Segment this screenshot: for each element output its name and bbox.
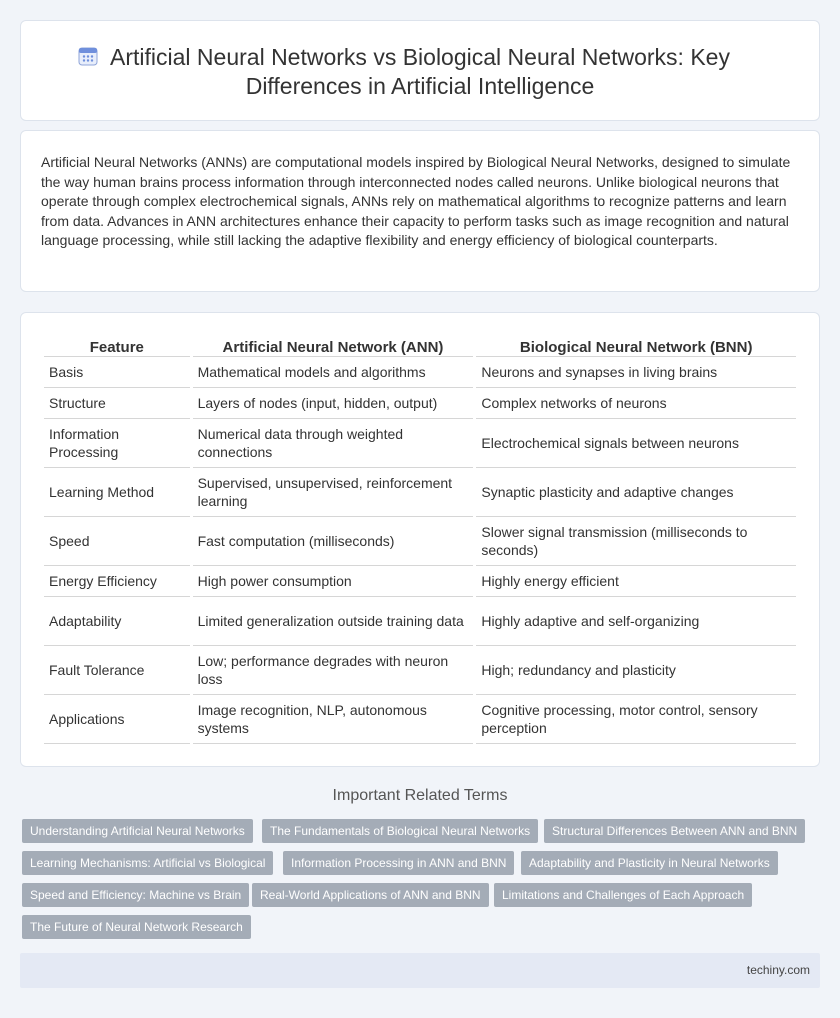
related-tag[interactable]: Adaptability and Plasticity in Neural Networks (521, 851, 778, 875)
bnn-cell: Electrochemical signals between neurons (476, 419, 796, 468)
table-row (44, 419, 796, 468)
page-title (21, 43, 819, 101)
feature-cell: Basis (44, 357, 190, 388)
table-row (44, 388, 796, 419)
ann-cell: Mathematical models and algorithms (193, 357, 474, 388)
table-row (44, 566, 796, 597)
ann-cell: Layers of nodes (input, hidden, output) (193, 388, 474, 419)
table-row (44, 357, 796, 388)
ann-cell: High power consumption (193, 566, 474, 597)
feature-cell: Fault Tolerance (44, 646, 190, 695)
comparison-table (41, 333, 799, 744)
related-tag[interactable]: Real-World Applications of ANN and BNN (252, 883, 489, 907)
table-row (44, 695, 796, 744)
table-row (44, 468, 796, 517)
footer (20, 953, 820, 988)
related-tag[interactable]: The Fundamentals of Biological Neural Networks (262, 819, 538, 843)
bnn-cell: Highly energy efficient (476, 566, 796, 597)
related-terms-title: Important Related Terms (332, 787, 508, 804)
ann-cell: Supervised, unsupervised, reinforcement learning (193, 468, 474, 517)
bnn-cell: Cognitive processing, motor control, sensory perception (476, 695, 796, 744)
feature-cell: Speed (44, 517, 190, 566)
page-title-line-2: Differences in Artificial Intelligence (245, 73, 595, 99)
bnn-cell: Synaptic plasticity and adaptive changes (476, 468, 796, 517)
related-tag[interactable]: Structural Differences Between ANN and BNN (544, 819, 805, 843)
ann-cell: Low; performance degrades with neuron loss (193, 646, 474, 695)
intro-paragraph: Artificial Neural Networks (ANNs) are computational models inspired by Biological Neural Networks, designed to simulate the way human brains process information through interconnected nodes called neurons. Unlike biological neurons that operate through complex electrochemical signals, ANNs rely on mathematical algorithms to recognize patterns and learn from data. Advances in ANN architectures enhance their capacity to perform tasks such as image recognition and natural language processing, while still lacking the adaptive flexibility and energy efficiency of biological counterparts. (41, 154, 791, 248)
bnn-cell: Neurons and synapses in living brains (476, 357, 796, 388)
related-tag[interactable]: The Future of Neural Network Research (22, 915, 251, 939)
feature-cell: Structure (44, 388, 190, 419)
related-tag[interactable]: Understanding Artificial Neural Networks (22, 819, 253, 843)
ann-cell: Fast computation (milliseconds) (193, 517, 474, 566)
ann-cell: Image recognition, NLP, autonomous systems (193, 695, 474, 744)
related-tag[interactable]: Learning Mechanisms: Artificial vs Biological (22, 851, 273, 875)
comparison-table-card (20, 312, 820, 767)
table-row (44, 597, 796, 646)
related-tag[interactable]: Limitations and Challenges of Each Approach (494, 883, 752, 907)
bnn-cell: Complex networks of neurons (476, 388, 796, 419)
intro-card (20, 130, 820, 292)
feature-cell: Adaptability (44, 597, 190, 646)
bnn-cell: Slower signal transmission (milliseconds to seconds) (476, 517, 796, 566)
header-card (20, 20, 820, 121)
related-tag[interactable]: Information Processing in ANN and BNN (283, 851, 514, 875)
header-bnn: Biological Neural Network (BNN) (476, 333, 796, 357)
footer-site-link[interactable]: techiny.com (746, 963, 810, 977)
header-ann: Artificial Neural Network (ANN) (193, 333, 474, 357)
bnn-cell: Highly adaptive and self-organizing (476, 597, 796, 646)
feature-cell: Energy Efficiency (44, 566, 190, 597)
table-row (44, 517, 796, 566)
table-header-row (44, 333, 796, 357)
ann-cell: Numerical data through weighted connections (193, 419, 474, 468)
feature-cell: Applications (44, 695, 190, 744)
page-title-line-1: Artificial Neural Networks vs Biological Neural Networks: Key (110, 44, 730, 70)
related-tag[interactable]: Speed and Efficiency: Machine vs Brain (22, 883, 249, 907)
feature-cell: Learning Method (44, 468, 190, 517)
feature-cell: Information Processing (44, 419, 190, 468)
header-feature: Feature (44, 333, 190, 357)
bnn-cell: High; redundancy and plasticity (476, 646, 796, 695)
ann-cell: Limited generalization outside training data (193, 597, 474, 646)
table-row (44, 646, 796, 695)
